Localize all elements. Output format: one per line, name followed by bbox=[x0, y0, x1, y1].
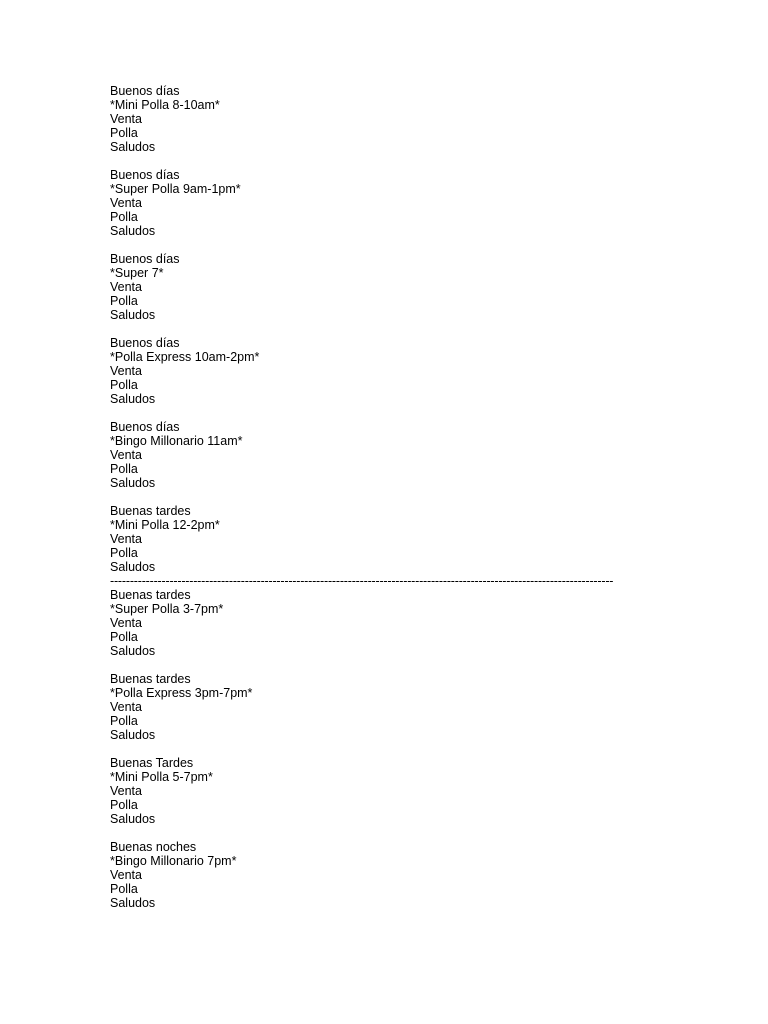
message-block-9 bbox=[110, 756, 670, 826]
product-title: *Mini Polla 12-2pm* bbox=[110, 518, 220, 532]
text-line-venta: Venta bbox=[110, 112, 142, 126]
product-title: *Polla Express 10am-2pm* bbox=[110, 350, 260, 364]
text-line-venta: Venta bbox=[110, 532, 142, 546]
greeting: Buenos días bbox=[110, 420, 180, 434]
product-title: *Super Polla 9am-1pm* bbox=[110, 182, 241, 196]
product-title: *Bingo Millonario 11am* bbox=[110, 434, 243, 448]
text-line-polla: Polla bbox=[110, 882, 138, 896]
message-block-1 bbox=[110, 84, 670, 154]
text-line-saludos: Saludos bbox=[110, 392, 156, 406]
text-line-venta: Venta bbox=[110, 868, 142, 882]
text-line-saludos: Saludos bbox=[110, 224, 156, 238]
product-title: *Super 7* bbox=[110, 266, 164, 280]
message-block-2 bbox=[110, 168, 670, 238]
text-line-saludos: Saludos bbox=[110, 560, 156, 574]
product-title: *Bingo Millonario 7pm* bbox=[110, 854, 237, 868]
text-line-polla: Polla bbox=[110, 378, 138, 392]
document-page bbox=[110, 84, 670, 910]
text-line-polla: Polla bbox=[110, 630, 138, 644]
product-title: *Mini Polla 8-10am* bbox=[110, 98, 220, 112]
greeting: Buenas tardes bbox=[110, 504, 191, 518]
message-block-8 bbox=[110, 672, 670, 742]
product-title: *Super Polla 3-7pm* bbox=[110, 602, 224, 616]
text-line-polla: Polla bbox=[110, 798, 138, 812]
message-block-7 bbox=[110, 588, 670, 658]
text-line-venta: Venta bbox=[110, 700, 142, 714]
greeting: Buenos días bbox=[110, 168, 180, 182]
text-line-saludos: Saludos bbox=[110, 812, 156, 826]
text-line-saludos: Saludos bbox=[110, 728, 156, 742]
text-line-venta: Venta bbox=[110, 448, 142, 462]
message-block-10 bbox=[110, 840, 670, 910]
message-block-3 bbox=[110, 252, 670, 322]
text-line-polla: Polla bbox=[110, 546, 138, 560]
greeting: Buenas tardes bbox=[110, 588, 191, 602]
text-line-saludos: Saludos bbox=[110, 644, 156, 658]
greeting: Buenos días bbox=[110, 336, 180, 350]
greeting: Buenos días bbox=[110, 252, 180, 266]
message-block-4 bbox=[110, 336, 670, 406]
text-line-venta: Venta bbox=[110, 364, 142, 378]
greeting: Buenas Tardes bbox=[110, 756, 194, 770]
text-line-saludos: Saludos bbox=[110, 476, 156, 490]
greeting: Buenas noches bbox=[110, 840, 197, 854]
text-line-venta: Venta bbox=[110, 196, 142, 210]
text-line-venta: Venta bbox=[110, 784, 142, 798]
text-line-venta: Venta bbox=[110, 280, 142, 294]
dashed-separator: ------------------------------------------------------------------------------------------------------------------------------- bbox=[110, 574, 614, 588]
text-line-polla: Polla bbox=[110, 210, 138, 224]
text-line-saludos: Saludos bbox=[110, 896, 156, 910]
product-title: *Polla Express 3pm-7pm* bbox=[110, 686, 253, 700]
message-block-5 bbox=[110, 420, 670, 490]
product-title: *Mini Polla 5-7pm* bbox=[110, 770, 213, 784]
greeting: Buenas tardes bbox=[110, 672, 191, 686]
text-line-polla: Polla bbox=[110, 462, 138, 476]
message-block-6 bbox=[110, 504, 670, 574]
text-line-saludos: Saludos bbox=[110, 140, 156, 154]
text-line-polla: Polla bbox=[110, 126, 138, 140]
greeting: Buenos días bbox=[110, 84, 180, 98]
text-line-polla: Polla bbox=[110, 714, 138, 728]
text-line-polla: Polla bbox=[110, 294, 138, 308]
text-line-venta: Venta bbox=[110, 616, 142, 630]
text-line-saludos: Saludos bbox=[110, 308, 156, 322]
